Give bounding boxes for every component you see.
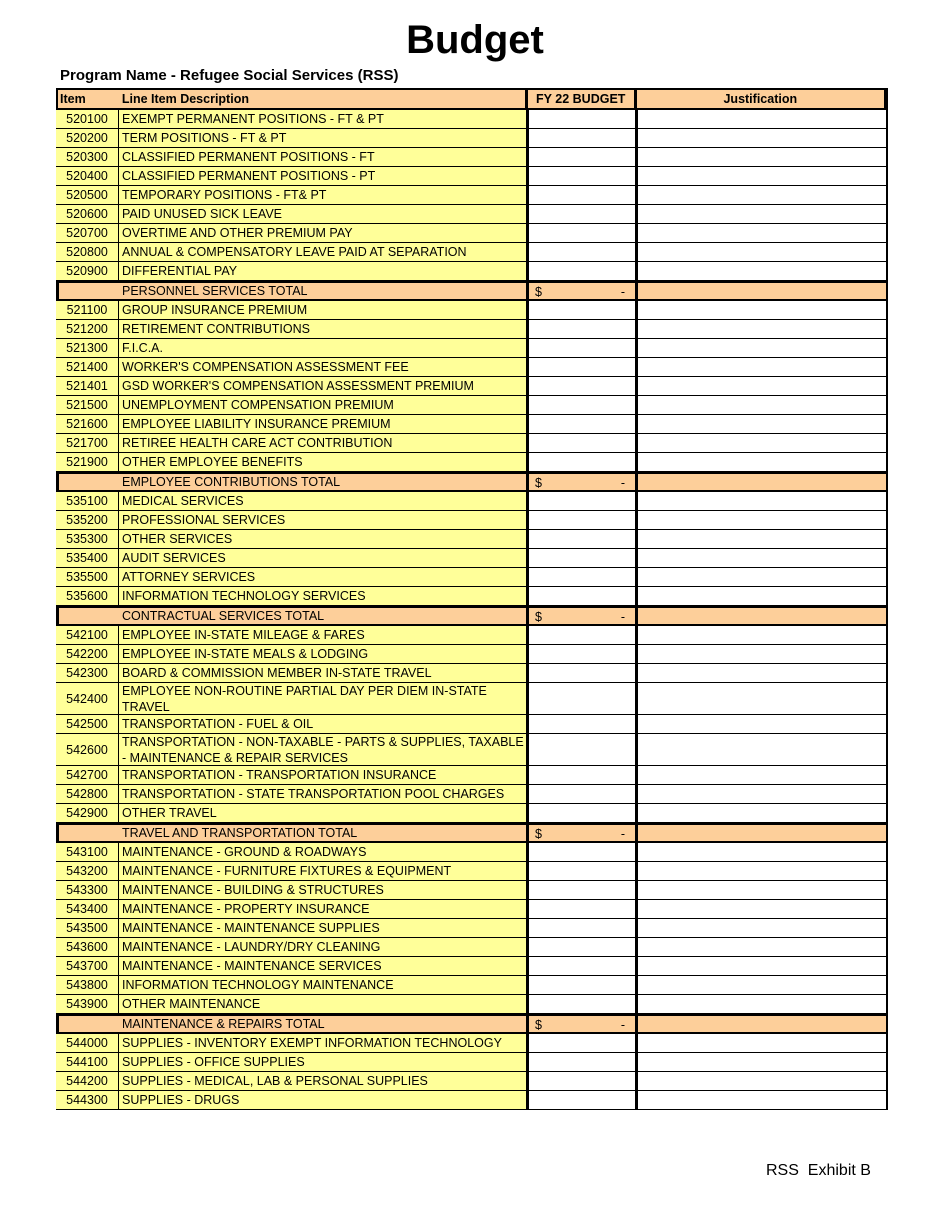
total-code-cell bbox=[59, 283, 118, 299]
budget-cell[interactable] bbox=[529, 377, 638, 395]
table-row bbox=[56, 804, 888, 823]
budget-cell[interactable] bbox=[529, 785, 638, 803]
item-code: 543100 bbox=[56, 843, 118, 861]
justification-cell[interactable] bbox=[638, 785, 888, 803]
justification-cell[interactable] bbox=[638, 396, 888, 414]
table-row bbox=[56, 453, 888, 472]
item-description: CLASSIFIED PERMANENT POSITIONS - PT bbox=[118, 167, 529, 185]
justification-cell[interactable] bbox=[638, 377, 888, 395]
total-amount: - bbox=[620, 285, 625, 299]
item-description: TEMPORARY POSITIONS - FT& PT bbox=[118, 186, 529, 204]
budget-cell[interactable] bbox=[529, 415, 638, 433]
table-row bbox=[56, 957, 888, 976]
total-justification-cell bbox=[638, 1016, 888, 1032]
item-description: MAINTENANCE - GROUND & ROADWAYS bbox=[118, 843, 529, 861]
budget-cell[interactable] bbox=[529, 434, 638, 452]
justification-cell[interactable] bbox=[638, 645, 888, 663]
table-row bbox=[56, 396, 888, 415]
budget-cell[interactable] bbox=[529, 1053, 638, 1071]
item-code: 542800 bbox=[56, 785, 118, 803]
justification-cell[interactable] bbox=[638, 301, 888, 319]
item-code: 521900 bbox=[56, 453, 118, 471]
item-description: SUPPLIES - DRUGS bbox=[118, 1091, 529, 1109]
currency-symbol: $ bbox=[535, 285, 542, 299]
item-description: PAID UNUSED SICK LEAVE bbox=[118, 205, 529, 223]
item-description: DIFFERENTIAL PAY bbox=[118, 262, 529, 280]
item-code: 542500 bbox=[56, 715, 118, 733]
justification-cell[interactable] bbox=[638, 511, 888, 529]
item-code: 535600 bbox=[56, 587, 118, 605]
item-description: INFORMATION TECHNOLOGY SERVICES bbox=[118, 587, 529, 605]
budget-cell[interactable] bbox=[529, 664, 638, 682]
total-code-cell bbox=[59, 825, 118, 841]
item-code: 521400 bbox=[56, 358, 118, 376]
table-row bbox=[56, 587, 888, 606]
item-code: 543900 bbox=[56, 995, 118, 1013]
item-code: 520100 bbox=[56, 110, 118, 128]
budget-cell[interactable] bbox=[529, 995, 638, 1013]
currency-symbol: $ bbox=[535, 476, 542, 490]
total-amount: - bbox=[620, 1018, 625, 1032]
table-row bbox=[56, 358, 888, 377]
table-row bbox=[56, 549, 888, 568]
justification-cell[interactable] bbox=[638, 358, 888, 376]
table-header-row bbox=[56, 88, 888, 110]
total-budget-cell bbox=[529, 474, 638, 490]
item-code: 543600 bbox=[56, 938, 118, 956]
item-description: SUPPLIES - OFFICE SUPPLIES bbox=[118, 1053, 529, 1071]
budget-cell[interactable] bbox=[529, 1072, 638, 1090]
item-description: OTHER EMPLOYEE BENEFITS bbox=[118, 453, 529, 471]
item-code: 543300 bbox=[56, 881, 118, 899]
justification-cell[interactable] bbox=[638, 862, 888, 880]
justification-cell[interactable] bbox=[638, 549, 888, 567]
item-description: EMPLOYEE LIABILITY INSURANCE PREMIUM bbox=[118, 415, 529, 433]
justification-cell[interactable] bbox=[638, 664, 888, 682]
item-code: 542300 bbox=[56, 664, 118, 682]
table-row bbox=[56, 205, 888, 224]
budget-cell[interactable] bbox=[529, 205, 638, 223]
table-row bbox=[56, 900, 888, 919]
justification-cell[interactable] bbox=[638, 683, 888, 714]
table-row bbox=[56, 645, 888, 664]
justification-cell[interactable] bbox=[638, 900, 888, 918]
justification-cell[interactable] bbox=[638, 1053, 888, 1071]
item-description: PROFESSIONAL SERVICES bbox=[118, 511, 529, 529]
item-description: CLASSIFIED PERMANENT POSITIONS - FT bbox=[118, 148, 529, 166]
item-code: 520500 bbox=[56, 186, 118, 204]
total-amount: - bbox=[620, 610, 625, 624]
table-row bbox=[56, 862, 888, 881]
justification-cell[interactable] bbox=[638, 243, 888, 261]
budget-cell[interactable] bbox=[529, 766, 638, 784]
item-code: 520800 bbox=[56, 243, 118, 261]
item-code: 521600 bbox=[56, 415, 118, 433]
item-code: 521700 bbox=[56, 434, 118, 452]
item-description: MAINTENANCE - BUILDING & STRUCTURES bbox=[118, 881, 529, 899]
total-amount: - bbox=[620, 827, 625, 841]
budget-cell[interactable] bbox=[529, 976, 638, 994]
justification-cell[interactable] bbox=[638, 224, 888, 242]
budget-cell[interactable] bbox=[529, 262, 638, 280]
item-code: 543200 bbox=[56, 862, 118, 880]
item-code: 543800 bbox=[56, 976, 118, 994]
budget-cell[interactable] bbox=[529, 862, 638, 880]
item-code: 542700 bbox=[56, 766, 118, 784]
justification-cell[interactable] bbox=[638, 434, 888, 452]
item-description: TRANSPORTATION - NON-TAXABLE - PARTS & SUPPLIES, TAXABLE - MAINTENANCE & REPAIR SERVICES bbox=[118, 734, 529, 765]
item-description: MAINTENANCE - MAINTENANCE SUPPLIES bbox=[118, 919, 529, 937]
justification-cell[interactable] bbox=[638, 205, 888, 223]
item-description: INFORMATION TECHNOLOGY MAINTENANCE bbox=[118, 976, 529, 994]
table-row bbox=[56, 320, 888, 339]
justification-cell[interactable] bbox=[638, 167, 888, 185]
budget-cell[interactable] bbox=[529, 186, 638, 204]
total-code-cell bbox=[59, 1016, 118, 1032]
total-label: CONTRACTUAL SERVICES TOTAL bbox=[118, 608, 529, 624]
item-description: AUDIT SERVICES bbox=[118, 549, 529, 567]
item-code: 535200 bbox=[56, 511, 118, 529]
item-description: BOARD & COMMISSION MEMBER IN-STATE TRAVEL bbox=[118, 664, 529, 682]
table-row bbox=[56, 110, 888, 129]
item-code: 543500 bbox=[56, 919, 118, 937]
table-row bbox=[56, 785, 888, 804]
item-description: ATTORNEY SERVICES bbox=[118, 568, 529, 586]
item-description: MEDICAL SERVICES bbox=[118, 492, 529, 510]
budget-cell[interactable] bbox=[529, 358, 638, 376]
justification-cell[interactable] bbox=[638, 766, 888, 784]
table-row bbox=[56, 167, 888, 186]
justification-cell[interactable] bbox=[638, 881, 888, 899]
table-row bbox=[56, 1053, 888, 1072]
item-description: OTHER TRAVEL bbox=[118, 804, 529, 822]
table-row bbox=[56, 1072, 888, 1091]
item-code: 521100 bbox=[56, 301, 118, 319]
item-description: RETIREE HEALTH CARE ACT CONTRIBUTION bbox=[118, 434, 529, 452]
justification-cell[interactable] bbox=[638, 957, 888, 975]
budget-cell[interactable] bbox=[529, 396, 638, 414]
budget-cell[interactable] bbox=[529, 568, 638, 586]
justification-cell[interactable] bbox=[638, 1072, 888, 1090]
budget-cell[interactable] bbox=[529, 453, 638, 471]
table-row bbox=[56, 919, 888, 938]
budget-cell[interactable] bbox=[529, 900, 638, 918]
justification-cell[interactable] bbox=[638, 919, 888, 937]
item-code: 521300 bbox=[56, 339, 118, 357]
budget-cell[interactable] bbox=[529, 1034, 638, 1052]
total-budget-cell bbox=[529, 608, 638, 624]
budget-table bbox=[56, 88, 888, 1110]
justification-cell[interactable] bbox=[638, 530, 888, 548]
item-code: 535400 bbox=[56, 549, 118, 567]
total-row bbox=[56, 472, 888, 492]
page-title: Budget bbox=[406, 18, 544, 62]
total-label: EMPLOYEE CONTRIBUTIONS TOTAL bbox=[118, 474, 529, 490]
item-code: 544300 bbox=[56, 1091, 118, 1109]
table-row bbox=[56, 530, 888, 549]
table-row bbox=[56, 301, 888, 320]
table-row bbox=[56, 339, 888, 358]
total-label: PERSONNEL SERVICES TOTAL bbox=[118, 283, 529, 299]
item-code: 542400 bbox=[56, 683, 118, 714]
justification-cell[interactable] bbox=[638, 186, 888, 204]
justification-cell[interactable] bbox=[638, 587, 888, 605]
table-row bbox=[56, 1091, 888, 1110]
total-justification-cell bbox=[638, 474, 888, 490]
currency-symbol: $ bbox=[535, 827, 542, 841]
table-row bbox=[56, 1034, 888, 1053]
table-row bbox=[56, 976, 888, 995]
item-code: 543400 bbox=[56, 900, 118, 918]
item-description: MAINTENANCE - MAINTENANCE SERVICES bbox=[118, 957, 529, 975]
budget-cell[interactable] bbox=[529, 511, 638, 529]
budget-cell[interactable] bbox=[529, 881, 638, 899]
item-description: EMPLOYEE NON-ROUTINE PARTIAL DAY PER DIEM IN-STATE TRAVEL bbox=[118, 683, 529, 714]
item-description: TRANSPORTATION - STATE TRANSPORTATION POOL CHARGES bbox=[118, 785, 529, 803]
budget-cell[interactable] bbox=[529, 530, 638, 548]
item-description: TRANSPORTATION - FUEL & OIL bbox=[118, 715, 529, 733]
header-justification: Justification bbox=[637, 90, 886, 108]
currency-symbol: $ bbox=[535, 610, 542, 624]
header-item: Item bbox=[60, 92, 86, 106]
item-description: SUPPLIES - INVENTORY EXEMPT INFORMATION TECHNOLOGY bbox=[118, 1034, 529, 1052]
budget-cell[interactable] bbox=[529, 957, 638, 975]
table-row bbox=[56, 626, 888, 645]
item-description: OTHER MAINTENANCE bbox=[118, 995, 529, 1013]
item-description: RETIREMENT CONTRIBUTIONS bbox=[118, 320, 529, 338]
budget-cell[interactable] bbox=[529, 1091, 638, 1109]
total-label: MAINTENANCE & REPAIRS TOTAL bbox=[118, 1016, 529, 1032]
budget-cell[interactable] bbox=[529, 492, 638, 510]
budget-cell[interactable] bbox=[529, 734, 638, 765]
justification-cell[interactable] bbox=[638, 110, 888, 128]
program-name: Program Name - Refugee Social Services (RSS) bbox=[60, 67, 399, 84]
item-code: 544000 bbox=[56, 1034, 118, 1052]
budget-cell[interactable] bbox=[529, 110, 638, 128]
table-body bbox=[56, 110, 888, 1110]
table-row bbox=[56, 995, 888, 1014]
table-row bbox=[56, 938, 888, 957]
item-code: 542600 bbox=[56, 734, 118, 765]
header-description: Line Item Description bbox=[118, 90, 528, 108]
justification-cell[interactable] bbox=[638, 1091, 888, 1109]
table-row bbox=[56, 262, 888, 281]
budget-cell[interactable] bbox=[529, 843, 638, 861]
budget-cell[interactable] bbox=[529, 339, 638, 357]
item-description: ANNUAL & COMPENSATORY LEAVE PAID AT SEPARATION bbox=[118, 243, 529, 261]
justification-cell[interactable] bbox=[638, 453, 888, 471]
table-row bbox=[56, 683, 888, 715]
budget-cell[interactable] bbox=[529, 148, 638, 166]
justification-cell[interactable] bbox=[638, 734, 888, 765]
item-code: 520900 bbox=[56, 262, 118, 280]
item-description: GSD WORKER'S COMPENSATION ASSESSMENT PREMIUM bbox=[118, 377, 529, 395]
item-description: OVERTIME AND OTHER PREMIUM PAY bbox=[118, 224, 529, 242]
total-budget-cell bbox=[529, 825, 638, 841]
budget-cell[interactable] bbox=[529, 224, 638, 242]
total-justification-cell bbox=[638, 283, 888, 299]
item-description: MAINTENANCE - PROPERTY INSURANCE bbox=[118, 900, 529, 918]
budget-cell[interactable] bbox=[529, 626, 638, 644]
justification-cell[interactable] bbox=[638, 938, 888, 956]
item-code: 542100 bbox=[56, 626, 118, 644]
table-row bbox=[56, 377, 888, 396]
justification-cell[interactable] bbox=[638, 129, 888, 147]
item-description: TERM POSITIONS - FT & PT bbox=[118, 129, 529, 147]
table-row bbox=[56, 734, 888, 766]
item-code: 521500 bbox=[56, 396, 118, 414]
table-row bbox=[56, 186, 888, 205]
justification-cell[interactable] bbox=[638, 262, 888, 280]
justification-cell[interactable] bbox=[638, 804, 888, 822]
total-label: TRAVEL AND TRANSPORTATION TOTAL bbox=[118, 825, 529, 841]
item-code: 542900 bbox=[56, 804, 118, 822]
table-row bbox=[56, 511, 888, 530]
item-description: MAINTENANCE - LAUNDRY/DRY CLEANING bbox=[118, 938, 529, 956]
justification-cell[interactable] bbox=[638, 339, 888, 357]
justification-cell[interactable] bbox=[638, 1034, 888, 1052]
item-code: 535100 bbox=[56, 492, 118, 510]
table-row bbox=[56, 129, 888, 148]
budget-cell[interactable] bbox=[529, 715, 638, 733]
item-code: 521200 bbox=[56, 320, 118, 338]
total-row bbox=[56, 823, 888, 843]
budget-cell[interactable] bbox=[529, 938, 638, 956]
justification-cell[interactable] bbox=[638, 995, 888, 1013]
header-budget: FY 22 BUDGET bbox=[528, 90, 637, 108]
budget-cell[interactable] bbox=[529, 683, 638, 714]
table-row bbox=[56, 243, 888, 262]
item-description: MAINTENANCE - FURNITURE FIXTURES & EQUIPMENT bbox=[118, 862, 529, 880]
budget-cell[interactable] bbox=[529, 549, 638, 567]
item-code: 521401 bbox=[56, 377, 118, 395]
item-code: 535300 bbox=[56, 530, 118, 548]
item-description: EXEMPT PERMANENT POSITIONS - FT & PT bbox=[118, 110, 529, 128]
total-budget-cell bbox=[529, 283, 638, 299]
item-description: OTHER SERVICES bbox=[118, 530, 529, 548]
item-code: 520700 bbox=[56, 224, 118, 242]
total-row bbox=[56, 281, 888, 301]
justification-cell[interactable] bbox=[638, 568, 888, 586]
table-row bbox=[56, 224, 888, 243]
justification-cell[interactable] bbox=[638, 148, 888, 166]
item-description: EMPLOYEE IN-STATE MEALS & LODGING bbox=[118, 645, 529, 663]
item-code: 542200 bbox=[56, 645, 118, 663]
total-justification-cell bbox=[638, 825, 888, 841]
table-row bbox=[56, 881, 888, 900]
footer-label: RSS Exhibit B bbox=[766, 1162, 871, 1179]
justification-cell[interactable] bbox=[638, 320, 888, 338]
justification-cell[interactable] bbox=[638, 843, 888, 861]
table-row bbox=[56, 766, 888, 785]
justification-cell[interactable] bbox=[638, 976, 888, 994]
budget-cell[interactable] bbox=[529, 645, 638, 663]
total-row bbox=[56, 606, 888, 626]
item-code: 520200 bbox=[56, 129, 118, 147]
budget-cell[interactable] bbox=[529, 919, 638, 937]
item-code: 520300 bbox=[56, 148, 118, 166]
item-code: 535500 bbox=[56, 568, 118, 586]
item-code: 543700 bbox=[56, 957, 118, 975]
item-description: WORKER'S COMPENSATION ASSESSMENT FEE bbox=[118, 358, 529, 376]
item-description: EMPLOYEE IN-STATE MILEAGE & FARES bbox=[118, 626, 529, 644]
table-row bbox=[56, 434, 888, 453]
total-budget-cell bbox=[529, 1016, 638, 1032]
total-code-cell bbox=[59, 474, 118, 490]
item-code: 520400 bbox=[56, 167, 118, 185]
budget-cell[interactable] bbox=[529, 804, 638, 822]
table-row bbox=[56, 715, 888, 734]
item-code: 520600 bbox=[56, 205, 118, 223]
budget-cell[interactable] bbox=[529, 301, 638, 319]
currency-symbol: $ bbox=[535, 1018, 542, 1032]
budget-cell[interactable] bbox=[529, 587, 638, 605]
item-description: GROUP INSURANCE PREMIUM bbox=[118, 301, 529, 319]
justification-cell[interactable] bbox=[638, 715, 888, 733]
table-row bbox=[56, 492, 888, 511]
budget-cell[interactable] bbox=[529, 129, 638, 147]
item-description: F.I.C.A. bbox=[118, 339, 529, 357]
item-code: 544200 bbox=[56, 1072, 118, 1090]
item-description: TRANSPORTATION - TRANSPORTATION INSURANCE bbox=[118, 766, 529, 784]
item-description: UNEMPLOYMENT COMPENSATION PREMIUM bbox=[118, 396, 529, 414]
total-code-cell bbox=[59, 608, 118, 624]
table-row bbox=[56, 664, 888, 683]
total-row bbox=[56, 1014, 888, 1034]
total-justification-cell bbox=[638, 608, 888, 624]
total-amount: - bbox=[620, 476, 625, 490]
table-row bbox=[56, 415, 888, 434]
table-row bbox=[56, 148, 888, 167]
budget-cell[interactable] bbox=[529, 243, 638, 261]
table-row bbox=[56, 843, 888, 862]
item-description: SUPPLIES - MEDICAL, LAB & PERSONAL SUPPLIES bbox=[118, 1072, 529, 1090]
justification-cell[interactable] bbox=[638, 492, 888, 510]
table-row bbox=[56, 568, 888, 587]
budget-cell[interactable] bbox=[529, 320, 638, 338]
justification-cell[interactable] bbox=[638, 626, 888, 644]
item-code: 544100 bbox=[56, 1053, 118, 1071]
justification-cell[interactable] bbox=[638, 415, 888, 433]
budget-cell[interactable] bbox=[529, 167, 638, 185]
